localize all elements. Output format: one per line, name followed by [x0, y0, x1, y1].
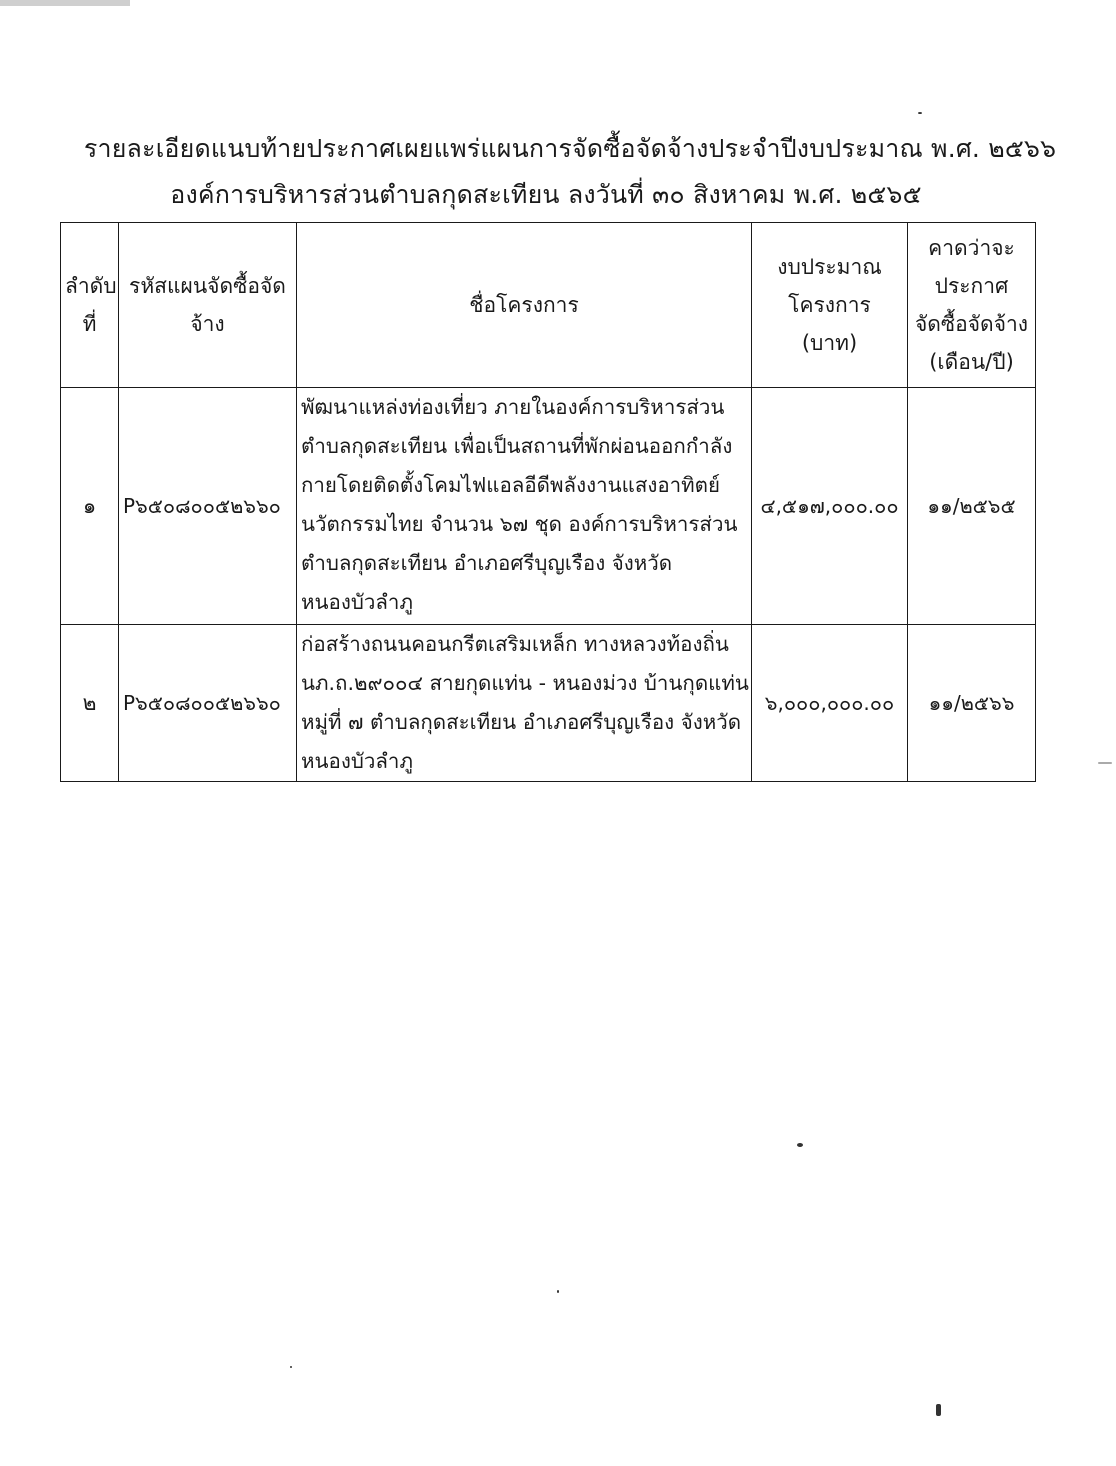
scan-speck	[0, 0, 130, 6]
row-seq: ๒	[61, 625, 119, 782]
scan-speck	[918, 112, 922, 114]
table-row	[61, 388, 1036, 625]
table-header-row	[61, 223, 1036, 388]
row-budget: ๔,๕๑๗,๐๐๐.๐๐	[752, 388, 908, 625]
scan-speck	[290, 1366, 292, 1368]
row-plan-code: P๖๕๐๘๐๐๕๒๖๖๐	[119, 625, 297, 782]
header-seq: ลำดับ ที่	[61, 223, 119, 388]
row-budget: ๖,๐๐๐,๐๐๐.๐๐	[752, 625, 908, 782]
row-seq: ๑	[61, 388, 119, 625]
row-announce-month: ๑๑/๒๕๖๖	[908, 625, 1036, 782]
row-plan-code: P๖๕๐๘๐๐๕๒๖๖๐	[119, 388, 297, 625]
header-code: รหัสแผนจัดซื้อจัด จ้าง	[119, 223, 297, 388]
table-row	[61, 625, 1036, 782]
document-subtitle: องค์การบริหารส่วนตำบลกุดสะเทียน ลงวันที่ ๓๐ สิงหาคม พ.ศ. ๒๕๖๕	[170, 180, 922, 209]
row-project-name: ก่อสร้างถนนคอนกรีตเสริมเหล็ก ทางหลวงท้องถิ่น นภ.ถ.๒๙๐๐๔ สายกุดแท่น - หนองม่วง บ้านกุดแท่น หมู่ที่ ๗ ตำบลกุดสะเทียน อำเภอศรีบุญเรือง จังหวัด หนองบัวลำภู	[297, 625, 752, 782]
scan-speck	[797, 1143, 803, 1147]
row-project-name: พัฒนาแหล่งท่องเที่ยว ภายในองค์การบริหารส่วน ตำบลกุดสะเทียน เพื่อเป็นสถานที่พักผ่อนออกกำลัง กายโดยติดตั้งโคมไฟแอลอีดีพลังงานแสงอาทิตย์ นวัตกรรมไทย จำนวน ๖๗ ชุด องค์การบริหารส่วน ตำบลกุดสะเทียน อำเภอศรีบุญเรือง จังหวัด หนองบัวลำภู	[297, 388, 752, 625]
header-budget: งบประมาณ โครงการ (บาท)	[752, 223, 908, 388]
header-month: คาดว่าจะ ประกาศ จัดซื้อจัดจ้าง (เดือน/ปี)	[908, 223, 1036, 388]
procurement-plan-table	[60, 222, 1036, 782]
document-title: รายละเอียดแนบท้ายประกาศเผยแพร่แผนการจัดซื้อจัดจ้างประจำปีงบประมาณ พ.ศ. ๒๕๖๖	[83, 134, 1057, 163]
scan-speck	[936, 1404, 941, 1416]
header-name: ชื่อโครงการ	[297, 223, 752, 388]
scan-speck	[557, 1290, 559, 1293]
row-announce-month: ๑๑/๒๕๖๕	[908, 388, 1036, 625]
scan-speck	[1098, 762, 1112, 764]
